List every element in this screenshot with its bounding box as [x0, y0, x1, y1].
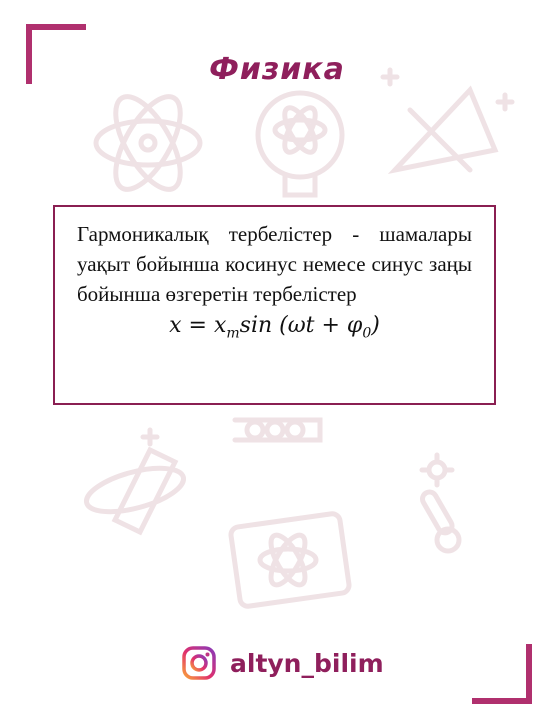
formula-sub-0: 0: [362, 325, 372, 342]
formula-end: ): [371, 313, 380, 338]
lightbulb-doodle: [258, 93, 342, 195]
instagram-icon: [182, 646, 216, 680]
instagram-handle: altyn_bilim: [230, 648, 384, 678]
page-title: Физика: [209, 52, 345, 87]
corner-frame-bottom-right: [472, 644, 532, 704]
screen-atom-doodle: [230, 513, 350, 608]
formula: [77, 313, 472, 341]
definition-card: [53, 205, 496, 405]
atom-doodle-left: [96, 87, 200, 199]
social-handle[interactable]: [182, 643, 384, 683]
formula-sub-m: m: [226, 325, 240, 342]
definition-text: Гармоникалық тербелістер - шамалары уақыт бойынша косинус немесе синус заңы бойынша өзгеретін тербелістер: [77, 222, 472, 306]
formula-lhs: x = x: [169, 313, 227, 338]
telescope-doodle: [82, 430, 188, 532]
abacus-doodle: [235, 420, 320, 440]
formula-mid: sin (ωt + φ: [239, 313, 363, 338]
thermometer-doodle: [420, 455, 459, 551]
